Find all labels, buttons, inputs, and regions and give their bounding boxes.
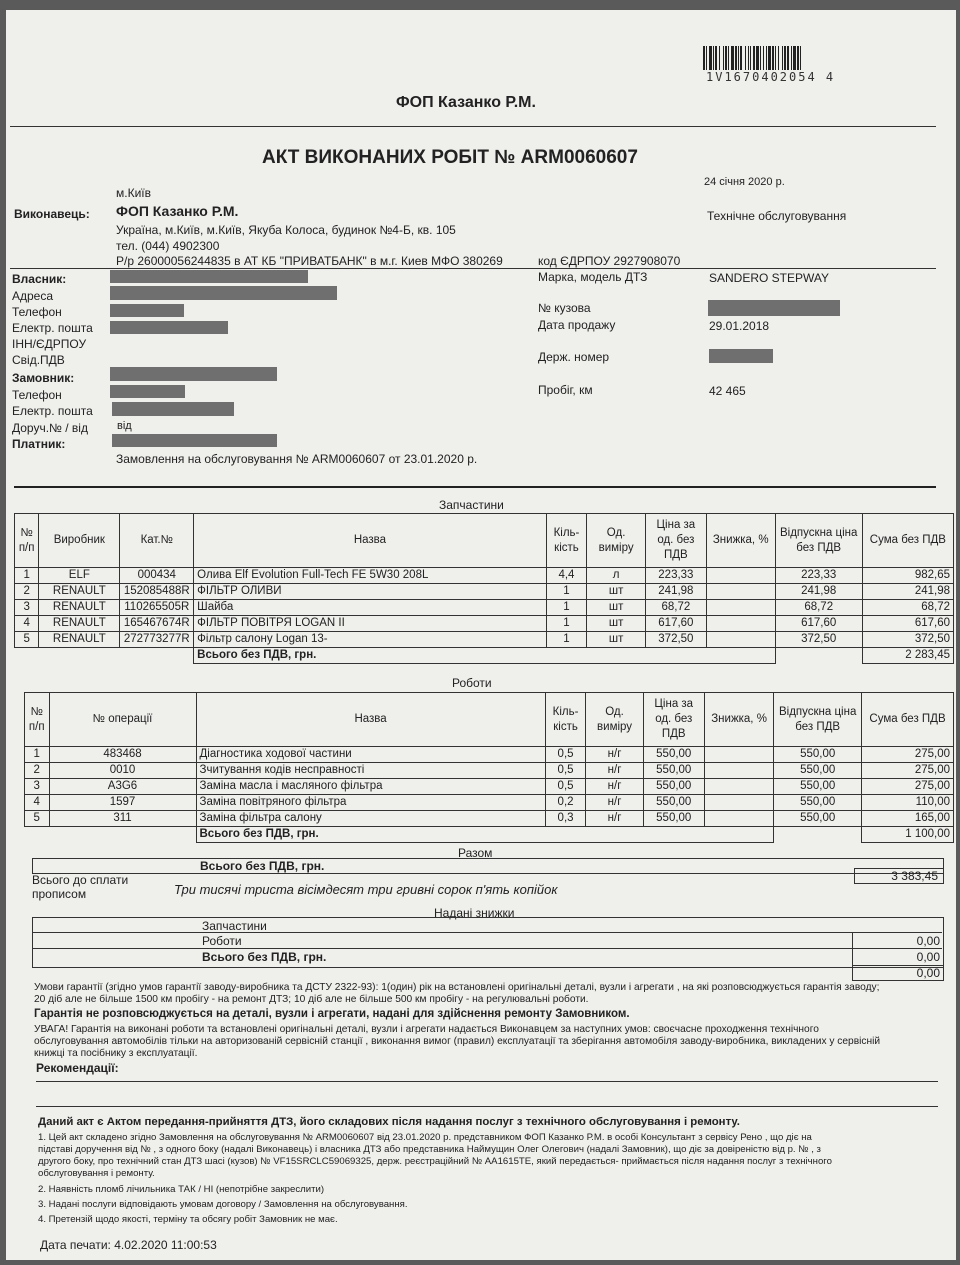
act-note-line: 2. Наявність пломб лічильника ТАК / НІ (непотрібне закреслити)	[38, 1184, 325, 1195]
payer-label: Платник:	[12, 437, 66, 451]
barcode-bar	[713, 46, 714, 70]
table-row	[25, 779, 954, 795]
cell: шт	[587, 616, 646, 632]
cell: шт	[587, 632, 646, 648]
parts-col-price: Ціна за од. без ПДВ	[645, 514, 706, 568]
cell: 550,00	[774, 811, 862, 827]
cell: Заміна повітряного фільтра	[196, 795, 545, 811]
works-table	[24, 692, 954, 843]
cell: Олива Elf Evolution Full-Tech FE 5W30 208L	[194, 568, 547, 584]
works-total: 1 100,00	[862, 827, 954, 843]
executor-divider	[10, 268, 936, 269]
to-pay-label: Всього до сплати	[32, 873, 129, 887]
discount-parts-label: Запчастини	[202, 919, 267, 933]
table-row	[25, 811, 954, 827]
parts-col-sum: Сума без ПДВ	[862, 514, 953, 568]
act-note-line: обслуговування і ремонту.	[38, 1168, 155, 1179]
redacted-plate	[709, 349, 773, 363]
cell: ФІЛЬТР ПОВІТРЯ LOGAN II	[194, 616, 547, 632]
amount-in-words: Три тисячі триста вісімдесят три гривні сорок п'ять копійок	[174, 882, 558, 897]
barcode-bar	[731, 46, 734, 70]
parts-col-number: № п/п	[15, 514, 39, 568]
barcode-bar	[797, 46, 799, 70]
cell: RENAULT	[39, 584, 120, 600]
warranty-line: книжці та посібнику з експлуатації.	[34, 1048, 198, 1059]
cell: ELF	[39, 568, 120, 584]
table-row	[25, 763, 954, 779]
cell: 1	[546, 600, 587, 616]
table-row	[15, 632, 954, 648]
table-row	[25, 795, 954, 811]
cell: 617,60	[775, 616, 862, 632]
executor-label: Виконавець:	[14, 207, 90, 221]
cell: н/г	[586, 763, 643, 779]
cell	[704, 811, 773, 827]
cell: 1	[15, 568, 39, 584]
redacted-vin	[708, 300, 840, 316]
works-col-qty: Кіль-кість	[545, 693, 586, 747]
act-note-line: 1. Цей акт складено згідно Замовлення на обслуговування № ARM0060607 від 23.01.2020 р. представником ФОП Казанко Р.М. в особі Консультант з сервісу Рено , що діє на	[38, 1132, 812, 1143]
cell: 152085488R	[120, 584, 194, 600]
works-col-name: Назва	[196, 693, 545, 747]
warranty-line: УВАГА! Гарантія на виконані роботи та встановлені оригінальні деталі, вузли і агрегати надається Виконавцем за наступних умов: своєчасне проходження технічного	[34, 1024, 819, 1035]
discounts-title: Надані знижки	[434, 906, 515, 920]
barcode-bar	[748, 46, 749, 70]
works-title: Роботи	[452, 676, 492, 690]
cell: 982,65	[862, 568, 953, 584]
barcode-bar	[760, 46, 761, 70]
cell: A3G6	[49, 779, 196, 795]
customer-phone-label: Телефон	[12, 388, 62, 402]
cell: 241,98	[862, 584, 953, 600]
table-row	[15, 600, 954, 616]
barcode-bar	[768, 46, 771, 70]
cell: Фільтр салону Logan 13-	[194, 632, 547, 648]
summary-total-label: Всього без ПДВ, грн.	[200, 859, 325, 873]
sale-date: 29.01.2018	[709, 319, 770, 333]
act-note-line: 4. Претензій щодо якості, терміну та обсягу робіт Замовник не має.	[38, 1214, 338, 1225]
redacted-owner-address	[110, 286, 337, 300]
cell: 550,00	[774, 779, 862, 795]
barcode-bar	[719, 46, 720, 70]
works-col-sum: Сума без ПДВ	[862, 693, 954, 747]
owner-phone-label: Телефон	[12, 305, 62, 319]
redacted-owner-phone	[110, 304, 184, 317]
barcode-number: 1V1670402054 4	[706, 70, 836, 84]
cell: 110,00	[862, 795, 954, 811]
owner-label: Власник:	[12, 272, 67, 286]
parts-col-maker: Виробник	[39, 514, 120, 568]
barcode	[703, 46, 903, 70]
table-row	[15, 584, 954, 600]
works-col-number: № п/п	[25, 693, 50, 747]
cell: 4	[25, 795, 50, 811]
recommendations-line	[36, 1106, 938, 1107]
cell: 483468	[49, 747, 196, 763]
executor-name: ФОП Казанко Р.М.	[116, 203, 239, 219]
warranty-line: 20 діб але не більше 1500 км пробігу - на ремонт ДТЗ; 10 діб але не більше 500 км пробігу - на регулювальні роботи.	[34, 994, 589, 1005]
parts-total-row	[15, 648, 954, 664]
cell: RENAULT	[39, 600, 120, 616]
print-date: Дата печати: 4.02.2020 11:00:53	[40, 1238, 217, 1252]
works-total-label: Всього без ПДВ, грн.	[196, 827, 774, 843]
cell	[704, 763, 773, 779]
cell: Діагностика ходової частини	[196, 747, 545, 763]
redacted-owner-email	[110, 321, 228, 334]
works-col-price: Ціна за од. без ПДВ	[643, 693, 704, 747]
owner-address-label: Адреса	[12, 289, 54, 303]
barcode-bar	[753, 46, 755, 70]
summary-title: Разом	[458, 846, 493, 860]
customer-email-label: Електр. пошта	[12, 404, 93, 418]
barcode-bar	[800, 46, 801, 70]
warranty-exclusion: Гарантія не розповсюджується на деталі, вузли і агрегати, надані для здійснення ремонту Замовником.	[34, 1008, 630, 1020]
cell	[704, 779, 773, 795]
parts-col-qty: Кіль-кість	[546, 514, 587, 568]
barcode-bar	[703, 46, 705, 70]
cell: 241,98	[645, 584, 706, 600]
cell: 241,98	[775, 584, 862, 600]
cell: Шайба	[194, 600, 547, 616]
cell: 1597	[49, 795, 196, 811]
cell: ФІЛЬТР ОЛИВИ	[194, 584, 547, 600]
cell: RENAULT	[39, 632, 120, 648]
discount-final: 0,00	[916, 966, 940, 980]
cell: н/г	[586, 747, 643, 763]
barcode-bar	[728, 46, 729, 70]
customer-poa-label: Доруч.№ / від	[12, 421, 88, 435]
barcode-bar	[709, 46, 712, 70]
cell: 3	[15, 600, 39, 616]
poa-from: від	[117, 420, 132, 432]
barcode-bar	[782, 46, 783, 70]
cell: 372,50	[862, 632, 953, 648]
to-pay-label-words: прописом	[32, 887, 87, 901]
cell: 275,00	[862, 747, 954, 763]
redacted-customer-phone	[110, 385, 185, 398]
cell: 0,2	[545, 795, 586, 811]
act-note-line: 3. Надані послуги відповідають умовам договору / Замовлення на обслуговування.	[38, 1199, 408, 1210]
barcode-bar	[787, 46, 789, 70]
barcode-bar	[784, 46, 786, 70]
plate-label: Держ. номер	[538, 350, 610, 364]
cell: 550,00	[643, 763, 704, 779]
cell	[706, 584, 775, 600]
cell: 550,00	[643, 811, 704, 827]
cell: 5	[25, 811, 50, 827]
barcode-bar	[793, 46, 796, 70]
barcode-bar	[740, 46, 742, 70]
cell	[706, 568, 775, 584]
works-col-net-price: Відпускна ціна без ПДВ	[774, 693, 862, 747]
cell: л	[587, 568, 646, 584]
cell: 275,00	[862, 779, 954, 795]
cell	[706, 600, 775, 616]
works-col-unit: Од. виміру	[586, 693, 643, 747]
cell: 000434	[120, 568, 194, 584]
parts-col-unit: Од. виміру	[587, 514, 646, 568]
cell: 0,5	[545, 763, 586, 779]
cell: н/г	[586, 779, 643, 795]
redacted-payer	[112, 434, 277, 447]
vehicle-body-label: № кузова	[538, 301, 591, 315]
recommendations-label: Рекомендації:	[36, 1061, 119, 1075]
cell: 165,00	[862, 811, 954, 827]
parts-col-net-price: Відпускна ціна без ПДВ	[775, 514, 862, 568]
cell: Заміна фільтра салону	[196, 811, 545, 827]
sale-date-label: Дата продажу	[538, 318, 616, 332]
parts-col-catalog: Кат.№	[120, 514, 194, 568]
executor-phone: тел. (044) 4902300	[116, 239, 220, 253]
parts-col-discount: Знижка, %	[706, 514, 775, 568]
parts-title: Запчастини	[439, 498, 504, 512]
cell: 2	[15, 584, 39, 600]
cell: 550,00	[643, 779, 704, 795]
summary-total: 3 383,45	[891, 869, 938, 883]
cell: Зчитування кодів несправності	[196, 763, 545, 779]
cell: 1	[546, 584, 587, 600]
cell: 1	[546, 632, 587, 648]
cell: 223,33	[645, 568, 706, 584]
cell: 223,33	[775, 568, 862, 584]
barcode-bar	[723, 46, 724, 70]
cell	[704, 747, 773, 763]
city: м.Київ	[116, 186, 151, 200]
cell: 68,72	[775, 600, 862, 616]
act-note-heading: Даний акт є Актом передання-прийняття ДТЗ, його складових після надання послуг з технічного обслуговування і ремонту.	[38, 1116, 740, 1128]
parts-table	[14, 513, 954, 664]
table-row	[15, 568, 954, 584]
warranty-line: Умови гарантії (згідно умов гарантії заводу-виробника та ДСТУ 2322-93): 1(один) рік на встановлені оригінальні деталі, вузли і агрегати , на які розповсюджується гарантія заводу;	[34, 982, 880, 993]
cell: н/г	[586, 811, 643, 827]
barcode-bar	[725, 46, 727, 70]
barcode-bar	[750, 46, 751, 70]
vehicle-model: SANDERO STEPWAY	[709, 271, 830, 285]
executor-address: Україна, м.Київ, м.Київ, Якуба Колоса, будинок №4-Б, кв. 105	[116, 223, 456, 237]
cell: 165467674R	[120, 616, 194, 632]
vehicle-model-label: Марка, модель ДТЗ	[538, 270, 648, 284]
cell: Заміна масла і масляного фільтра	[196, 779, 545, 795]
redacted-customer-email	[112, 402, 234, 416]
cell: 550,00	[774, 763, 862, 779]
cell: 4	[15, 616, 39, 632]
cell	[706, 632, 775, 648]
act-document	[6, 10, 956, 1260]
barcode-bar	[756, 46, 759, 70]
cell: 617,60	[645, 616, 706, 632]
cell: 0,3	[545, 811, 586, 827]
cell: 1	[546, 616, 587, 632]
cell: 5	[15, 632, 39, 648]
cell: 372,50	[775, 632, 862, 648]
owner-email-label: Електр. пошта	[12, 321, 93, 335]
cell: 311	[49, 811, 196, 827]
cell: 550,00	[643, 747, 704, 763]
discount-works-value: 0,00	[916, 934, 940, 948]
cell: 372,50	[645, 632, 706, 648]
summary-box	[32, 858, 944, 874]
discounts-divider	[32, 932, 942, 933]
recommendations-line	[36, 1081, 938, 1082]
parts-top-divider	[14, 486, 936, 488]
cell: 0,5	[545, 779, 586, 795]
cell: н/г	[586, 795, 643, 811]
customer-label: Замовник:	[12, 371, 75, 385]
cell: 110265505R	[120, 600, 194, 616]
works-col-discount: Знижка, %	[704, 693, 773, 747]
page-title: АКТ ВИКОНАНИХ РОБІТ № ARM0060607	[262, 147, 638, 168]
cell	[704, 795, 773, 811]
header-divider	[10, 126, 936, 127]
barcode-bar	[763, 46, 764, 70]
cell: шт	[587, 584, 646, 600]
parts-total-label: Всього без ПДВ, грн.	[194, 648, 775, 664]
works-total-row	[25, 827, 954, 843]
table-row	[15, 616, 954, 632]
discount-works-label: Роботи	[202, 934, 242, 948]
act-note-line: другого боку, про технічний стан ДТЗ шасі (кузов) № VF15SRCLC59069325, держ. реєстраційний № AA1615TE, який передається- приймається після надання послуг з технічного	[38, 1156, 832, 1167]
cell: 3	[25, 779, 50, 795]
parts-total: 2 283,45	[862, 648, 953, 664]
discount-total-label: Всього без ПДВ, грн.	[202, 950, 327, 964]
redacted-customer-name	[110, 367, 277, 381]
cell: шт	[587, 600, 646, 616]
cell: RENAULT	[39, 616, 120, 632]
cell: 272773277R	[120, 632, 194, 648]
cell: 68,72	[645, 600, 706, 616]
discounts-divider	[32, 948, 942, 949]
cell: 617,60	[862, 616, 953, 632]
mileage-label: Пробіг, км	[538, 383, 593, 397]
cell	[706, 616, 775, 632]
service-type: Технічне обслуговування	[707, 209, 847, 223]
cell: 0,5	[545, 747, 586, 763]
cell: 550,00	[774, 747, 862, 763]
cell: 68,72	[862, 600, 953, 616]
cell: 275,00	[862, 763, 954, 779]
barcode-bar	[791, 46, 792, 70]
barcode-bar	[772, 46, 774, 70]
company-header: ФОП Казанко Р.М.	[396, 94, 536, 111]
cell: 550,00	[774, 795, 862, 811]
barcode-bar	[738, 46, 739, 70]
discount-total-value: 0,00	[916, 950, 940, 964]
act-note-line: підставі доручення від № , з одного боку (надалі Виконавець) і власника ДТЗ або представника Наймущин Олег Олегович (надалі Замовник), що діє за довіреністю від р. № , з	[38, 1144, 821, 1155]
works-col-operation: № операції	[49, 693, 196, 747]
barcode-bar	[715, 46, 717, 70]
executor-edrpou: код ЄДРПОУ 2927908070	[538, 254, 681, 268]
warranty-line: обслуговування автомобілів тільки на авторизованій сервісній станції , виконання вимог (правил) експлуатації та зберігання автомобіля заводу-виробника, викладених у сервісній	[34, 1036, 881, 1047]
cell: 550,00	[643, 795, 704, 811]
cell: 1	[25, 747, 50, 763]
mileage: 42 465	[709, 384, 746, 398]
cell: 2	[25, 763, 50, 779]
doc-date: 24 січня 2020 р.	[704, 176, 785, 188]
owner-vat-label: Свід.ПДВ	[12, 353, 65, 367]
barcode-bar	[778, 46, 779, 70]
order-reference: Замовлення на обслуговування № ARM0060607 от 23.01.2020 р.	[116, 452, 478, 466]
cell: 4,4	[546, 568, 587, 584]
barcode-bar	[706, 46, 707, 70]
discounts-box	[32, 917, 944, 968]
barcode-bar	[735, 46, 737, 70]
barcode-bar	[775, 46, 776, 70]
cell: 0010	[49, 763, 196, 779]
table-row	[25, 747, 954, 763]
redacted-owner-name	[110, 270, 308, 283]
parts-col-name: Назва	[194, 514, 547, 568]
barcode-bar	[766, 46, 767, 70]
barcode-bar	[745, 46, 746, 70]
owner-inn-label: ІНН/ЄДРПОУ	[12, 337, 87, 351]
executor-bank: Р/р 26000056244835 в АТ КБ "ПРИВАТБАНК" в м.г. Киев МФО 380269	[116, 254, 503, 268]
